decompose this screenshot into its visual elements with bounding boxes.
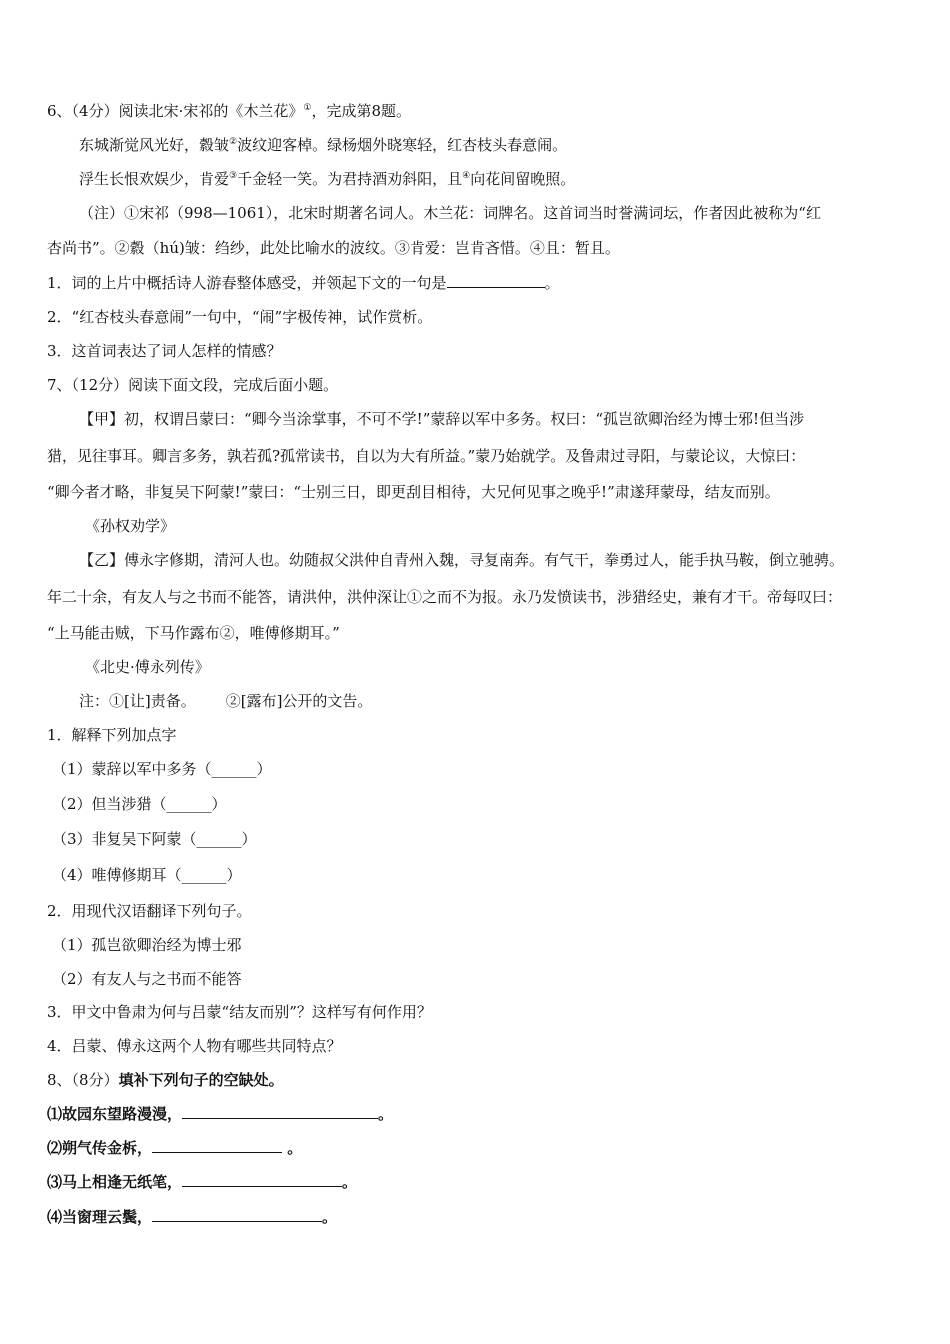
q6-item-1 — [47, 272, 560, 294]
q7-yi-line-1: 【乙】傅永字修期，清河人也。幼随叔父洪仲自青州入魏，寻复南奔。有气干，拳勇过人，能手执马鞍，倒立驰骋。 — [79, 551, 845, 569]
verse-tail: 。 — [282, 1139, 303, 1157]
poem-text: 波纹迎客棹。绿杨烟外晓寒轻，红杏枝头春意闹。 — [237, 136, 568, 154]
q6-poem-line-1 — [79, 134, 567, 156]
verse-tail: 。 — [378, 1105, 394, 1123]
q6-item-2: 2．“红杏枝头春意闹”一句中，“闹”字极传神，试作赏析。 — [47, 308, 433, 326]
verse-text: ⑷当窗理云鬓， — [47, 1208, 153, 1226]
note-text: ②[露布]公开的文告。 — [225, 692, 373, 710]
footnote-mark: ② — [229, 137, 238, 147]
poem-text: 千金轻一笑。为君持酒劝斜阳，且 — [237, 170, 463, 188]
q7-sub-3: 3．甲文中鲁肃为何与吕蒙“结友而别”？这样写有何作用？ — [47, 1003, 432, 1021]
q6-header-text: 6、（4分）阅读北宋·宋祁的《木兰花》 — [47, 102, 304, 120]
q6-header — [47, 100, 411, 122]
q8-line-3 — [47, 1171, 357, 1193]
q7-sub-4: 4．吕蒙、傅永这两个人物有哪些共同特点？ — [47, 1037, 342, 1055]
question-text: 。 — [544, 274, 560, 292]
q6-note-line-1: （注）①宋祁（998—1061），北宋时期著名词人。木兰花：词牌名。这首词当时誉满词坛，作者因此被称为“红 — [79, 204, 821, 222]
q7-sub-1-item-2[interactable]: （2）但当涉猎（______） — [52, 795, 227, 813]
q6-header-tail: ，完成第8题。 — [311, 102, 411, 120]
answer-blank[interactable] — [152, 1138, 282, 1153]
question-text: 填补下列句子的空缺处。 — [118, 1071, 284, 1089]
q6-item-3: 3．这首词表达了词人怎样的情感？ — [47, 342, 282, 360]
verse-text: ⑶马上相逢无纸笔， — [47, 1173, 183, 1191]
footnote-mark: ④ — [462, 171, 471, 181]
answer-blank[interactable] — [182, 1172, 342, 1187]
verse-text: ⑴故园东望路漫漫， — [47, 1105, 183, 1123]
q7-sub-1-item-4[interactable]: （4）唯傅修期耳（______） — [52, 866, 242, 884]
q6-note-line-2: 杏尚书”。②縠（hú)皱：绉纱，此处比喻水的波纹。③肯爱：岂肯吝惜。④且：暂且。 — [47, 239, 620, 257]
poem-text: 向花间留晚照。 — [470, 170, 576, 188]
q7-yi-line-3: “上马能击贼，下马作露布②，唯傅修期耳。” — [47, 624, 340, 642]
q7-sub-2-item-1: （1）孤岂欲卿治经为博士邪 — [52, 936, 242, 954]
footnote-mark: ③ — [229, 171, 238, 181]
q8-line-4 — [47, 1206, 337, 1228]
q8-line-2 — [47, 1137, 302, 1159]
q7-yi-source: 《北史·傅永列传》 — [85, 658, 210, 676]
q7-jia-line-3: “卿今者才略，非复吴下阿蒙!”蒙曰：“士别三日，即更刮目相待，大兄何见事之晚乎!”肃遂拜蒙母，结友而别。 — [47, 483, 780, 501]
q7-notes — [79, 690, 372, 712]
q7-sub-2: 2．用现代汉语翻译下列句子。 — [47, 902, 252, 920]
answer-blank[interactable] — [182, 1104, 378, 1119]
q7-yi-line-2: 年二十余，有友人与之书而不能答，请洪仲，洪仲深让①之而不为报。永乃发愤读书，涉猎经史，兼有才干。帝每叹曰： — [47, 588, 843, 606]
q7-jia-line-1: 【甲】初，权谓吕蒙曰：“卿今当涂掌事，不可不学!”蒙辞以军中多务。权曰：“孤岂欲卿治经为博士邪!但当涉 — [79, 410, 805, 428]
q7-jia-line-2: 猎，见往事耳。卿言多务，孰若孤?孤常读书，自以为大有所益。”蒙乃始就学。及鲁肃过寻阳，与蒙论议，大惊曰： — [47, 447, 806, 465]
q7-sub-1: 1．解释下列加点字 — [47, 726, 177, 744]
q7-sub-2-item-2: （2）有友人与之书而不能答 — [52, 970, 242, 988]
answer-blank[interactable] — [447, 273, 545, 288]
q7-sub-1-item-1[interactable]: （1）蒙辞以军中多务（______） — [52, 760, 272, 778]
q8-header — [47, 1069, 284, 1091]
note-text: 注：①[让]责备。 — [79, 692, 196, 710]
q7-jia-source: 《孙权劝学》 — [85, 517, 176, 535]
question-number: 8、（8分） — [47, 1071, 119, 1089]
q8-line-1 — [47, 1103, 393, 1125]
q6-header-footnote-mark: ① — [303, 103, 312, 113]
question-text: 1．词的上片中概括诗人游春整体感受，并领起下文的一句是 — [47, 274, 447, 292]
verse-text: ⑵朔气传金柝， — [47, 1139, 153, 1157]
q7-header: 7、（12分）阅读下面文段，完成后面小题。 — [47, 376, 339, 394]
q6-poem-line-2 — [79, 168, 575, 190]
verse-tail: 。 — [342, 1173, 358, 1191]
q7-sub-1-item-3[interactable]: （3）非复吴下阿蒙（______） — [52, 830, 257, 848]
verse-tail: 。 — [322, 1208, 338, 1226]
poem-text: 浮生长恨欢娱少，肯爱 — [79, 170, 230, 188]
poem-text: 东城渐觉风光好，縠皱 — [79, 136, 230, 154]
answer-blank[interactable] — [152, 1207, 322, 1222]
